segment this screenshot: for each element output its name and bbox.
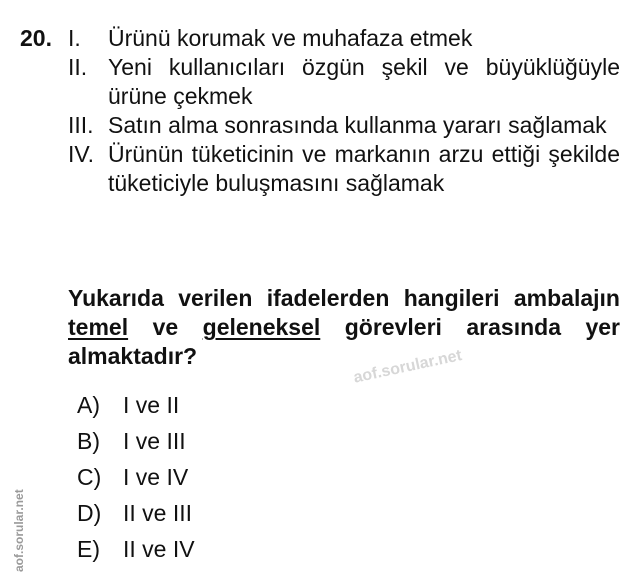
statement-numeral: IV. (68, 141, 95, 167)
statement-numeral: II. (68, 54, 88, 80)
stem-underlined-word: geleneksel (202, 314, 321, 340)
statement-numeral: I. (68, 25, 81, 51)
statement-item-3 (68, 111, 620, 140)
option-text: I ve III (123, 428, 186, 454)
option-letter: D) (77, 500, 102, 526)
statement-text: Satın alma sonrasında kullanma yararı sağlamak (108, 112, 607, 138)
question-number: 20. (20, 25, 52, 51)
statement-item-1 (68, 24, 620, 53)
stem-text: Yukarıda verilen ifadelerden hangileri ambalajın (68, 285, 620, 311)
answer-options (77, 390, 195, 570)
watermark-center: aof.sorular.net (352, 347, 464, 387)
option-text: II ve IV (123, 536, 195, 562)
option-d[interactable] (77, 498, 195, 534)
stem-text: görevleri arasında yer almaktadır? (68, 314, 620, 369)
option-b[interactable] (77, 426, 195, 462)
option-e[interactable] (77, 534, 195, 570)
statement-numeral: III. (68, 112, 94, 138)
option-a[interactable] (77, 390, 195, 426)
option-text: I ve II (123, 392, 180, 418)
option-c[interactable] (77, 462, 195, 498)
stem-text: ve (128, 314, 203, 340)
option-letter: C) (77, 464, 102, 490)
option-text: II ve III (123, 500, 193, 526)
option-letter: A) (77, 392, 100, 418)
option-text: I ve IV (123, 464, 189, 490)
statement-list (68, 24, 620, 198)
option-letter: B) (77, 428, 100, 454)
statement-text: Yeni kullanıcıları özgün şekil ve büyüklüğüyle ürüne çekmek (108, 54, 620, 109)
question-stem (68, 284, 620, 371)
statement-item-2 (68, 53, 620, 111)
option-letter: E) (77, 536, 100, 562)
stem-underlined-word: temel (68, 314, 129, 340)
statement-item-4 (68, 140, 620, 198)
statement-text: Ürünü korumak ve muhafaza etmek (108, 25, 473, 51)
watermark-side: aof.sorular.net (12, 489, 26, 572)
statement-text: Ürünün tüketicinin ve markanın arzu ettiği şekilde tüketiciyle buluşmasını sağlamak (108, 141, 620, 196)
